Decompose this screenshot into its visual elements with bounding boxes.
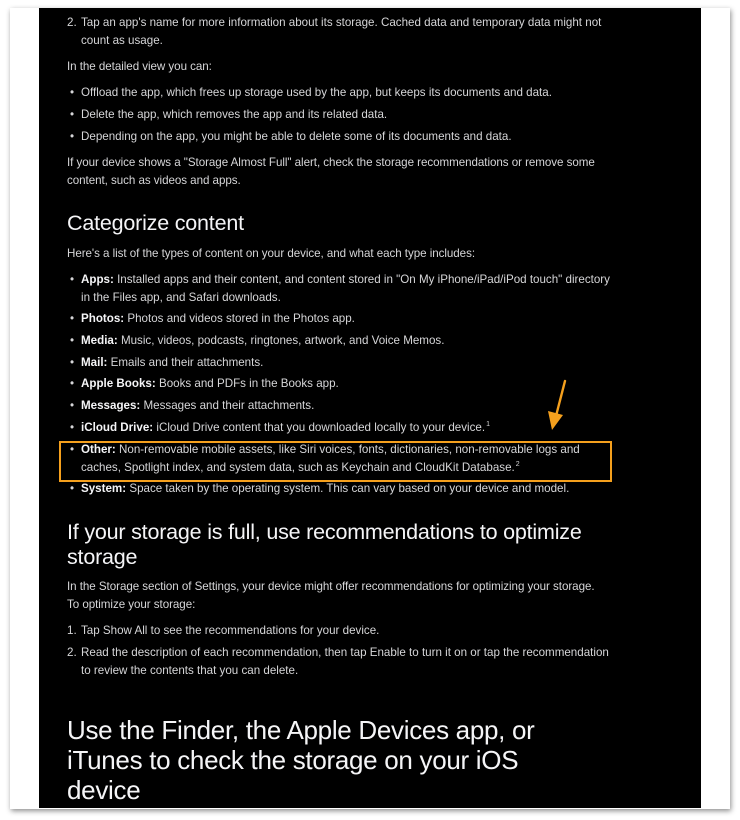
article-panel xyxy=(39,8,701,808)
storage-step-2: 2. Tap an app's name for more information about its storage. Cached data and temporary data might not count as usage. xyxy=(67,16,602,47)
arrow-down-left-icon xyxy=(539,376,579,436)
bullet-icon: • xyxy=(70,421,75,434)
content-type-media: • Media: Music, videos, podcasts, ringtones, artwork, and Voice Memos. xyxy=(67,332,627,350)
list-item: • Delete the app, which removes the app and its related data. xyxy=(67,106,627,124)
bullet-icon: • xyxy=(70,108,75,121)
content-type-system: • System: Space taken by the operating system. This can vary based on your device and model. xyxy=(67,480,627,498)
footnote-1-link[interactable]: 1 xyxy=(486,421,490,429)
bullet-icon: • xyxy=(70,399,75,412)
bullet-icon: • xyxy=(70,377,75,390)
content-type-icloud-drive: • iCloud Drive: iCloud Drive content that you downloaded locally to your device.$^1$ xyxy=(67,419,627,437)
bullet-icon: • xyxy=(70,312,75,325)
categorize-intro: Here's a list of the types of content on your device, and what each type includes: xyxy=(67,247,475,260)
content-type-other: • Other: Non-removable mobile assets, like Siri voices, fonts, dictionaries, non-removable logs and caches, Spotlight index, and system data, such as Keychain and CloudKit Database.$^2$ xyxy=(70,443,580,474)
content-type-photos: • Photos: Photos and videos stored in the Photos app. xyxy=(67,310,627,328)
footnote-2-link[interactable]: 2 xyxy=(515,461,520,469)
bullet-icon: • xyxy=(70,334,75,347)
bullet-icon: • xyxy=(70,482,75,495)
step-number: 2. xyxy=(67,646,77,659)
step-number: 2. xyxy=(67,16,77,29)
finder-section-heading: Use the Finder, the Apple Devices app, or iTunes to check the storage on your iOS device xyxy=(67,715,535,805)
bullet-icon: • xyxy=(70,86,75,99)
recommendation-step-2: 2. Read the description of each recommendation, then tap Enable to turn it on or tap the recommendation to review the contents that you can delete. xyxy=(67,646,609,677)
categorize-content-heading: Categorize content xyxy=(67,211,244,235)
list-item: • Depending on the app, you might be able to delete some of its documents and data. xyxy=(67,128,627,146)
content-type-apple-books: • Apple Books: Books and PDFs in the Books app. xyxy=(67,375,627,393)
recommendations-intro: In the Storage section of Settings, your device might offer recommendations for optimizing your storage. To optimize your storage: xyxy=(67,580,595,611)
bullet-icon: • xyxy=(70,443,75,456)
content-type-apps: • Apps: Installed apps and their content, and content stored in "On My iPhone/iPad/iPod touch" directory in the Files app, and Safari downloads. xyxy=(70,273,610,304)
bullet-icon: • xyxy=(70,273,75,286)
content-type-mail: • Mail: Emails and their attachments. xyxy=(67,354,627,372)
step-number: 1. xyxy=(67,624,77,637)
storage-alert-note: If your device shows a "Storage Almost Full" alert, check the storage recommendations or remove some content, such as videos and apps. xyxy=(67,156,595,187)
bullet-icon: • xyxy=(70,130,75,143)
content-type-messages: • Messages: Messages and their attachments. xyxy=(67,397,627,415)
recommendations-heading: If your storage is full, use recommendations to optimize storage xyxy=(67,520,582,569)
bullet-icon: • xyxy=(70,356,75,369)
detailed-view-intro: In the detailed view you can: xyxy=(67,60,212,73)
list-item: • Offload the app, which frees up storage used by the app, but keeps its documents and data. xyxy=(67,84,627,102)
highlight-box-other xyxy=(59,441,612,482)
recommendation-step-1: 1. Tap Show All to see the recommendations for your device. xyxy=(67,622,627,640)
